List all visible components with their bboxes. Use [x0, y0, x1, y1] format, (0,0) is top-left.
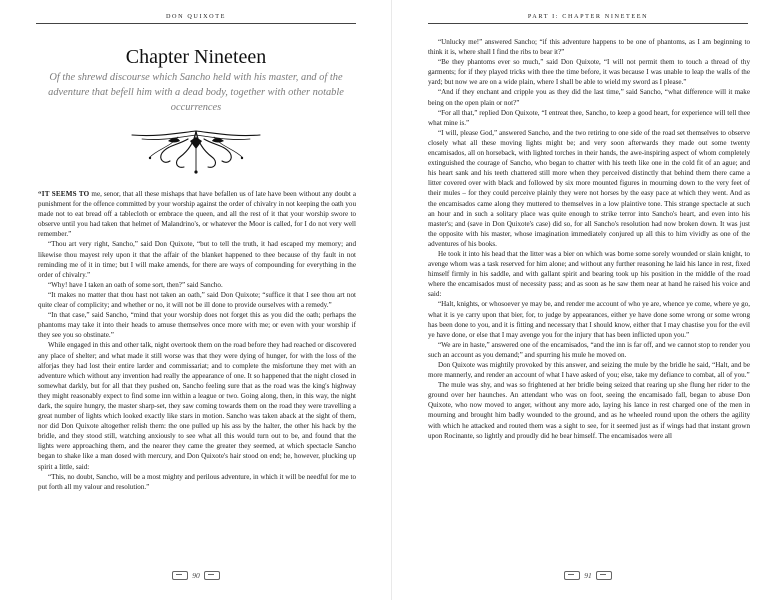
decorative-flourish-icon [128, 127, 264, 175]
paragraph: “It makes no matter that thou hast not taken an oath,” said Don Quixote; “suffice it that I see thou art not quite clear of complicity; and whether or no, it will not be ill done to provide ourselves with a remedy.” [38, 290, 356, 310]
right-page-number: 91 [584, 570, 592, 580]
lead-words: “IT SEEMS TO [38, 190, 90, 198]
right-page [392, 0, 784, 600]
chapter-subtitle: Of the shrewd discourse which Sancho held with his master, and of the adventure that befell him with a dead body, together with other notable occurrences [48, 72, 344, 114]
paragraph: “For all that,” replied Don Quixote, “I entreat thee, Sancho, to keep a good heart, for experience will tell thee what mine is.” [428, 108, 750, 127]
paragraph: “This, no doubt, Sancho, will be a most mighty and perilous adventure, in which it will be needful for me to put forth all my valour and resolution.” [38, 472, 356, 491]
paragraph: “And if they enchant and cripple you as they did the last time,” said Sancho, “what difference will it make being on the open plain or not?” [428, 88, 750, 107]
paragraph: Don Quixote was mightily provoked by this answer, and seizing the mule by the bridle he said, “Halt, and be more mannerly, and render an account of what I have asked of you; else, take my defiance to combat, all of you.” [428, 361, 750, 380]
paragraph: “We are in haste,” answered one of the encamisados, “and the inn is far off, and we cannot stop to render you such an account as you demand;” and spurring his mule he moved on. [428, 340, 750, 359]
folio-ornament-icon [564, 571, 580, 580]
paragraph: He took it into his head that the litter was a bier on which was borne some sorely wounded or slain knight, to avenge whom was a task reserved for him alone; and without any further reasoning he laid his lance in rest, fixed himself firmly in his saddle, and with gallant spirit and bearing took up his position in the middle of the road where the encamisados must of necessity pass; and as soon as he saw them near at hand he raised his voice and said: [428, 249, 750, 299]
paragraph: “In that case,” said Sancho, “mind that your worship does not forget this as you did the oath; perhaps the phantoms may take it into their heads to amuse themselves once more with me; or even with your worship if they see you so obstinate.” [38, 311, 356, 340]
paragraph: “I will, please God,” answered Sancho, and the two retiring to one side of the road set themselves to observe closely what all these moving lights might be; and very soon afterwards they made out some twenty encamisados, all on horseback, with lighted torches in their hands, the awe-inspiring aspect of whom completely extinguished the courage of Sancho, who began to chatter with his teeth like one in the cold fit of an ague; and his heart sank and his teeth chattered still more when they perceived distinctly that behind them there came a litter covered over with black and followed by six more mounted figures in mourning down to the very feet of their mules – for they could perceive plainly they were not horses by the easy pace at which they went. And as the encamisados came along they muttered to themselves in a low plaintive tone. This strange spectacle at such an hour and in such a solitary place was quite enough to strike terror into Sancho's heart, and even into his master's; and (save in Don Quixote's case) did so, for all Sancho's resolution had now broken down. It was just the opposite with his master, whose imagination immediately conjured up all this to him vividly as one of the adventures of his books. [428, 128, 750, 248]
left-page-number: 90 [192, 570, 200, 580]
right-running-head: PART I: CHAPTER NINETEEN [527, 13, 649, 20]
paragraph: The mule was shy, and was so frightened at her bridle being seized that rearing up she flung her rider to the ground over her haunches. An attendant who was on foot, seeing the encamisado fall, began to abuse Don Quixote, who now moved to anger, without any more ado, laying his lance in rest charged one of the men in mourning and brought him badly wounded to the ground, and as he wheeled round upon the others the agility with which he attacked and routed them was a sight to see, for it seemed just as if wings had that instant grown upon Rocinante, so lightly and proudly did he bear himself. The encamisados were all [428, 381, 750, 440]
paragraph: “Thou art very right, Sancho,” said Don Quixote, “but to tell the truth, it had escaped my memory; and likewise thou mayest rely upon it that the affair of the blanket happened to thee because of thy fault in not reminding me of it in time; but I will make amends, for there are ways of compounding for everything in the order of chivalry.” [38, 240, 356, 279]
paragraph: “Unlucky me!” answered Sancho; “if this adventure happens to be one of phantoms, as I am beginning to think it is, where shall I find the ribs to bear it?” [428, 38, 750, 57]
left-body-text [38, 189, 356, 492]
right-body-text [428, 37, 750, 441]
left-header-rule [36, 23, 356, 24]
folio-ornament-icon [172, 571, 188, 580]
paragraph: “Be they phantoms ever so much,” said Don Quixote, “I will not permit them to touch a thread of thy garments; for if they played tricks with thee the time before, it was because I was unable to leap the walls of the yard; but now we are on a wide plain, where I shall be able to wield my sword as I please.” [428, 58, 750, 87]
left-running-head: DON QUIXOTE [165, 13, 227, 20]
folio-ornament-icon [204, 571, 220, 580]
paragraph: While engaged in this and other talk, night overtook them on the road before they had reached or discovered any place of shelter; and what made it still worse was that they were dying of hunger, for with the loss of the alforjas they had lost their entire larder and commissariat; and to complete the misfortune they met with an adventure which without any invention had really the appearance of one. It so happened that the night closed in somewhat darkly, but for all that they pushed on, Sancho feeling sure that as the road was the king's highway they might reasonably expect to find some inn within a league or two. Going along, then, in this way, the night dark, the squire hungry, the master sharp-set, they saw coming towards them on the road they were travelling a great number of lights which looked exactly like stars in motion. Sancho was taken aback at the sight of them, nor did Don Quixote altogether relish them: the one pulled up his ass by the halter, the other his hack by the bridle, and they stood still, watching anxiously to see what all this would turn out to be, and found that the lights were approaching them, and the nearer they came the greater they seemed, at which spectacle Sancho began to shake like a man dosed with mercury, and Don Quixote's hair stood on end; he, however, plucking up spirit a little, said: [38, 341, 356, 471]
folio-ornament-icon [596, 571, 612, 580]
paragraph [38, 189, 356, 239]
paragraph-text: me, senor, that all these mishaps that have befallen us of late have been without any doubt a punishment for the offence committed by your worship against the order of chivalry in not keeping the oath you made not to eat bread off a tablecloth or embrace the queen, and all the rest of it that your worship swore to observe until you had taken that helmet of Malandrino's, or whatever the Moor is called, for I do not very well remember.” [38, 190, 356, 239]
paragraph: “Halt, knights, or whosoever ye may be, and render me account of who ye are, whence ye come, where ye go, what it is ye carry upon that bier, for, to judge by appearances, either ye have done some wrong or some wrong has been done to you, and it is fitting and necessary that I should know, either that I may chastise you for the evil ye have done, or else that I may avenge you for the injury that has been inflicted upon you.” [428, 300, 751, 339]
chapter-title: Chapter Nineteen [125, 46, 267, 68]
right-page-folio [392, 570, 784, 580]
paragraph: “Why! have I taken an oath of some sort, then?” said Sancho. [48, 280, 223, 289]
left-page-folio [0, 570, 392, 580]
right-header-rule [428, 23, 748, 24]
